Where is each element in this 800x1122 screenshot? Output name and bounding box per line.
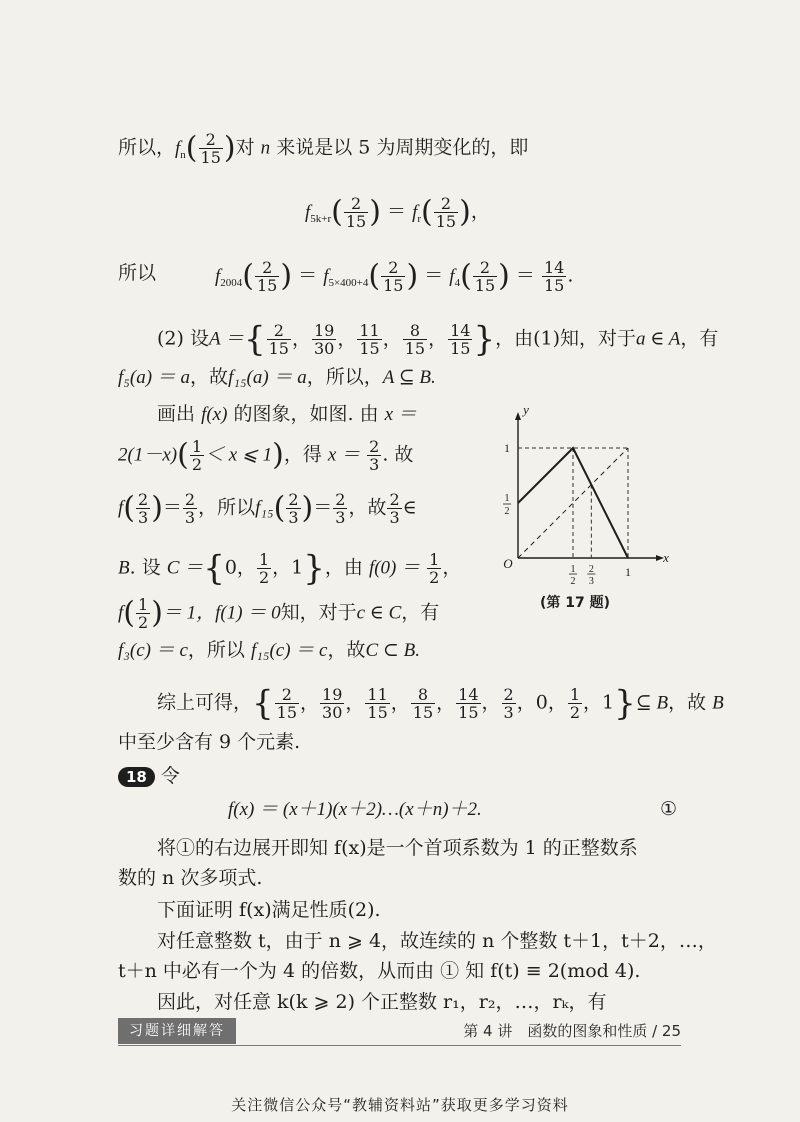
expression: f — [118, 497, 124, 519]
set-fraction — [448, 322, 472, 357]
denominator: 3 — [335, 508, 346, 527]
equation-18 — [228, 795, 482, 824]
fraction — [136, 596, 150, 631]
numerator: 2 — [184, 490, 196, 509]
text: ，故 — [327, 639, 366, 661]
expression: A ⊆ B. — [382, 367, 436, 388]
expression: f₁₅ — [255, 497, 274, 519]
equals: ＝ — [387, 200, 407, 223]
text-line-6 — [157, 400, 417, 429]
text: 数的 n 次多项式. — [118, 867, 263, 889]
denominator: 15 — [412, 703, 434, 722]
denominator: 15 — [383, 276, 404, 295]
subscript: 5k+r — [310, 212, 332, 225]
set-fraction — [411, 686, 435, 721]
text: . 设 — [129, 556, 161, 579]
expression: f₅(a) ＝ a — [118, 367, 191, 388]
numerator: 8 — [403, 322, 427, 340]
text-line-5 — [118, 363, 436, 392]
numerator: 2 — [473, 259, 497, 277]
denominator: 15 — [367, 703, 388, 722]
expression: B — [712, 692, 724, 714]
denominator: 3 — [288, 508, 299, 527]
text: 下面证明 f(x)满足性质(2). — [157, 899, 381, 921]
numerator: 19 — [314, 321, 335, 340]
fraction — [183, 491, 197, 526]
expression: f(x) ＝ (x＋1)(x＋2)…(x＋n)＋2. — [228, 799, 482, 820]
denominator: 3 — [503, 703, 514, 722]
denominator: 15 — [450, 339, 471, 358]
expression: f(x) — [201, 404, 228, 425]
fraction — [190, 438, 204, 473]
fraction — [502, 686, 516, 721]
numerator: 14 — [543, 258, 565, 277]
equals: ＝ — [515, 264, 535, 287]
set-fraction — [267, 322, 291, 357]
numerator: 2 — [288, 490, 299, 509]
text-line-18 — [118, 957, 640, 985]
numerator: 14 — [450, 321, 471, 340]
numerator: 1 — [569, 685, 581, 704]
fraction — [286, 491, 300, 526]
var: n — [260, 137, 271, 159]
text: ， — [470, 200, 490, 223]
numerator: 2 — [199, 131, 223, 149]
subscript: 4 — [454, 276, 461, 289]
text: 对任意整数 t，由于 n ⩾ 4，故连续的 n 个整数 t＋1，t＋2，…， — [157, 930, 717, 952]
expression: ＝ 1，f(1) ＝ 0 — [162, 602, 281, 624]
fraction — [333, 491, 347, 526]
numerator: 2 — [434, 195, 458, 213]
denominator: 15 — [435, 212, 457, 231]
problem-number-badge: 18 — [118, 767, 155, 787]
x-tick-label: 2 — [588, 564, 594, 575]
text: ，有 — [401, 601, 440, 624]
expression: f — [118, 602, 124, 624]
denominator: 15 — [257, 276, 278, 295]
numerator: 1 — [258, 550, 270, 569]
text: 将①的右边展开即知 f(x)是一个首项系数为 1 的正整数系 — [157, 837, 638, 859]
numerator: 2 — [369, 437, 380, 456]
numerator: 2 — [503, 685, 514, 704]
fraction — [255, 259, 279, 294]
numerator: 2 — [344, 195, 368, 213]
set-fraction — [365, 686, 389, 721]
fraction — [568, 686, 582, 721]
denominator: 15 — [359, 339, 380, 358]
text: 中至少含有 9 个元素. — [118, 731, 301, 753]
expression: a ∈ A — [636, 328, 681, 350]
text-line-13 — [118, 728, 300, 756]
set-item: 1 — [602, 691, 615, 714]
numerator: 8 — [411, 686, 435, 704]
denominator: 2 — [138, 613, 149, 632]
equation-1: $f_{5k+r}$( $\frac{2}{15}$ ) ＝ $f_r$( $\frac{2}{15}$ )， — [305, 194, 490, 231]
fraction — [136, 491, 150, 526]
numerator: 2 — [138, 490, 149, 509]
fraction — [344, 195, 368, 230]
text: ，有 — [680, 327, 719, 350]
text-line-4: (2) 设A ＝{ $\frac{2}{15}$ ， $\frac{19}{30}$ ， $\frac{11}{15}$ ， $\frac{8}{15}$ ， $\frac{14}{15}$ }，由(1)知，对于a ∈ A，有 — [157, 319, 719, 360]
subscript: 2004 — [220, 276, 243, 289]
subscript: n — [180, 148, 186, 161]
text: (2) 设 — [157, 327, 209, 350]
denominator: 15 — [404, 339, 426, 358]
denominator: 3 — [184, 508, 196, 527]
denominator: 15 — [200, 148, 221, 167]
equals: ＝ — [313, 496, 333, 519]
text-line-11 — [118, 636, 420, 665]
figure-caption: (第 17 题) — [539, 595, 611, 611]
expression: C ⊂ B. — [365, 640, 420, 661]
text: . 故 — [382, 443, 414, 466]
fraction — [367, 438, 381, 473]
numerator: 1 — [138, 595, 149, 614]
equals: ＝ — [162, 496, 182, 519]
text-line-1: 所以，$f_n$( $\frac{2}{15}$ )对 n 来说是以 5 为周期变化的，即 — [118, 130, 529, 167]
problem-18-heading — [118, 762, 180, 790]
set-a-items: $\frac{2}{15}$ ， $\frac{19}{30}$ ， $\frac{11}{15}$ ， $\frac{8}{15}$ ， $\frac{14}{15}$ — [268, 321, 471, 358]
expression: B — [118, 557, 130, 579]
text: 令 — [160, 765, 180, 787]
denominator: 15 — [543, 276, 565, 295]
numerator: 2 — [389, 490, 400, 509]
text: 来说是以 5 为周期变化的，即 — [276, 136, 529, 159]
denominator: 3 — [369, 455, 380, 474]
set-fraction — [312, 322, 336, 357]
section-tag: 习题详细解答 — [118, 1018, 236, 1044]
equation-2: $f_{2004}$( $\frac{2}{15}$ ) ＝ $f_{5\times 400+4}$( $\frac{2}{15}$ ) ＝ $f_4$( $\frac{2}{15}$ ) ＝ $\frac{14}{15}$ . — [215, 258, 574, 295]
set-fraction — [357, 322, 381, 357]
denominator: 3 — [138, 508, 149, 527]
denominator: 15 — [458, 703, 479, 722]
numerator: 11 — [359, 321, 380, 340]
subscript: 5×400+4 — [328, 276, 369, 289]
footer-divider — [118, 1045, 681, 1046]
text-line-7: 2(1－x)( $\frac{1}{2}$ ＜ x ⩽ 1)，得 x ＝ $\frac{2}{3}$ . 故 — [118, 437, 414, 474]
set-name: A ＝ — [208, 328, 244, 350]
text: ，由 — [324, 556, 363, 579]
text-line-17 — [157, 927, 717, 955]
text: ，故 — [348, 496, 387, 519]
symbol: ∈ — [402, 496, 417, 519]
denominator: 2 — [569, 703, 581, 722]
subscript: r — [417, 212, 422, 225]
denominator: 3 — [389, 508, 400, 527]
y-axis-label: y — [523, 402, 529, 417]
fraction — [427, 551, 441, 586]
set-fraction — [320, 686, 344, 721]
x-tick-label: 2 — [570, 576, 576, 587]
text-line-3 — [118, 259, 156, 287]
text: 画出 — [157, 403, 196, 425]
denominator: 15 — [276, 703, 298, 722]
text-line-10: f( $\frac{1}{2}$ )＝ 1，f(1) ＝ 0知，对于c ∈ C，有 — [118, 595, 440, 632]
numerator: 2 — [275, 686, 299, 704]
x-axis-label: x — [663, 550, 669, 565]
text: ，所以 — [198, 496, 256, 519]
expression: x ＝ — [327, 444, 361, 466]
numerator: 2 — [267, 322, 291, 340]
numerator: 19 — [322, 685, 343, 704]
expression: f₁₅(c) ＝ c — [250, 640, 328, 661]
numerator: 14 — [458, 685, 479, 704]
set-item: 1 — [291, 556, 304, 579]
text-line-16 — [157, 896, 381, 924]
running-footer: 第 4 讲 函数的图象和性质 / 25 — [463, 1022, 681, 1040]
x-tick-label: 1 — [625, 565, 631, 579]
denominator: 15 — [268, 339, 289, 358]
text: ，故 — [190, 366, 229, 388]
y-axis-arrow — [515, 412, 521, 420]
text: ，所以 — [187, 639, 245, 661]
expression: ⊆ B — [635, 692, 669, 714]
denominator: 30 — [322, 703, 343, 722]
denominator: 15 — [474, 276, 496, 295]
numerator: 1 — [191, 437, 202, 456]
fraction — [434, 195, 458, 230]
x-tick-label: 1 — [570, 564, 576, 575]
equals: ＝ — [298, 264, 318, 287]
set-name: C ＝ — [166, 557, 204, 579]
text-line-19 — [157, 988, 606, 1016]
origin-label: O — [503, 556, 513, 571]
text: 综上可得， — [157, 691, 253, 714]
fraction — [199, 131, 223, 166]
y-tick-label: 2 — [504, 506, 510, 517]
expression: 2(1－x) — [118, 444, 178, 466]
equals: ＝ — [424, 264, 444, 287]
text: 的图象，如图. 由 — [233, 403, 379, 425]
denominator: 30 — [314, 339, 335, 358]
y-tick-label: 1 — [504, 493, 510, 504]
text-line-9: B. 设 C ＝{0， $\frac{1}{2}$ ，1}，由 f(0) ＝ $\frac{1}{2}$ ， — [118, 548, 462, 589]
y-tick-label: 1 — [504, 441, 510, 455]
watermark-text: 关注微信公众号“教辅资料站”获取更多学习资料 — [231, 1096, 569, 1114]
fraction — [257, 551, 271, 586]
text: 知，对于 — [280, 601, 357, 624]
fraction — [542, 259, 566, 294]
final-set-items: $\frac{2}{15}$ ， $\frac{19}{30}$ ， $\frac{11}{15}$ ， $\frac{8}{15}$ ， $\frac{14}{15}$ — [276, 685, 479, 722]
text: ，所以， — [306, 366, 383, 388]
numerator: 11 — [367, 685, 388, 704]
denominator: 2 — [429, 568, 440, 587]
fraction — [387, 491, 401, 526]
expression: x ＝ — [384, 404, 417, 425]
fraction — [473, 259, 497, 294]
text-line-8: f( $\frac{2}{3}$ )＝ $\frac{2}{3}$ ，所以f₁₅( $\frac{2}{3}$ )＝ $\frac{2}{3}$ ，故 $\frac{2}{3}$ ∈ — [118, 490, 417, 527]
function-graph — [488, 402, 678, 590]
equation-tag — [660, 795, 677, 823]
expression: f₁₅(a) ＝ a — [228, 367, 307, 388]
text-line-15 — [118, 864, 262, 892]
text: t＋n 中必有一个为 4 的倍数，从而由 ① 知 f(t) ≡ 2(mod 4). — [118, 960, 641, 982]
numerator: 2 — [255, 259, 279, 277]
set-fraction — [403, 322, 427, 357]
x-tick-label: 3 — [588, 576, 594, 587]
text: 对 — [235, 136, 255, 159]
fraction — [381, 259, 405, 294]
set-item: 0 — [535, 691, 548, 714]
text: 所以 — [118, 262, 157, 284]
text: 因此，对任意 k(k ⩾ 2) 个正整数 r₁，r₂，…，rₖ，有 — [157, 991, 607, 1013]
chart-plot-area — [503, 402, 669, 587]
text-line-14 — [157, 834, 638, 862]
expression: f(0) ＝ — [368, 557, 421, 579]
numerator: 2 — [381, 259, 405, 277]
set-fraction — [456, 686, 480, 721]
set-item: 0 — [224, 556, 237, 579]
denominator: 2 — [191, 455, 202, 474]
expression: ＜ x ⩽ 1 — [205, 444, 273, 466]
denominator: 2 — [258, 568, 270, 587]
text: 所以， — [118, 136, 176, 159]
set-fraction — [275, 686, 299, 721]
numerator: 1 — [429, 550, 440, 569]
denominator: 15 — [345, 212, 367, 231]
expression: c ∈ C — [356, 602, 402, 624]
text: ，得 — [283, 443, 322, 466]
text: ① — [660, 798, 678, 820]
numerator: 2 — [335, 490, 346, 509]
text: ，由(1)知，对于 — [495, 327, 637, 350]
text-line-12: 综上可得，{ $\frac{2}{15}$ ， $\frac{19}{30}$ ， $\frac{11}{15}$ ， $\frac{8}{15}$ ， $\frac{14}{15}$ ， $\frac{2}{3}$ ，0， $\frac{1}{2}$ ，1}⊆ B，故 B — [157, 683, 724, 724]
expression: f₃(c) ＝ c — [118, 640, 188, 661]
text: ，故 — [668, 691, 707, 714]
